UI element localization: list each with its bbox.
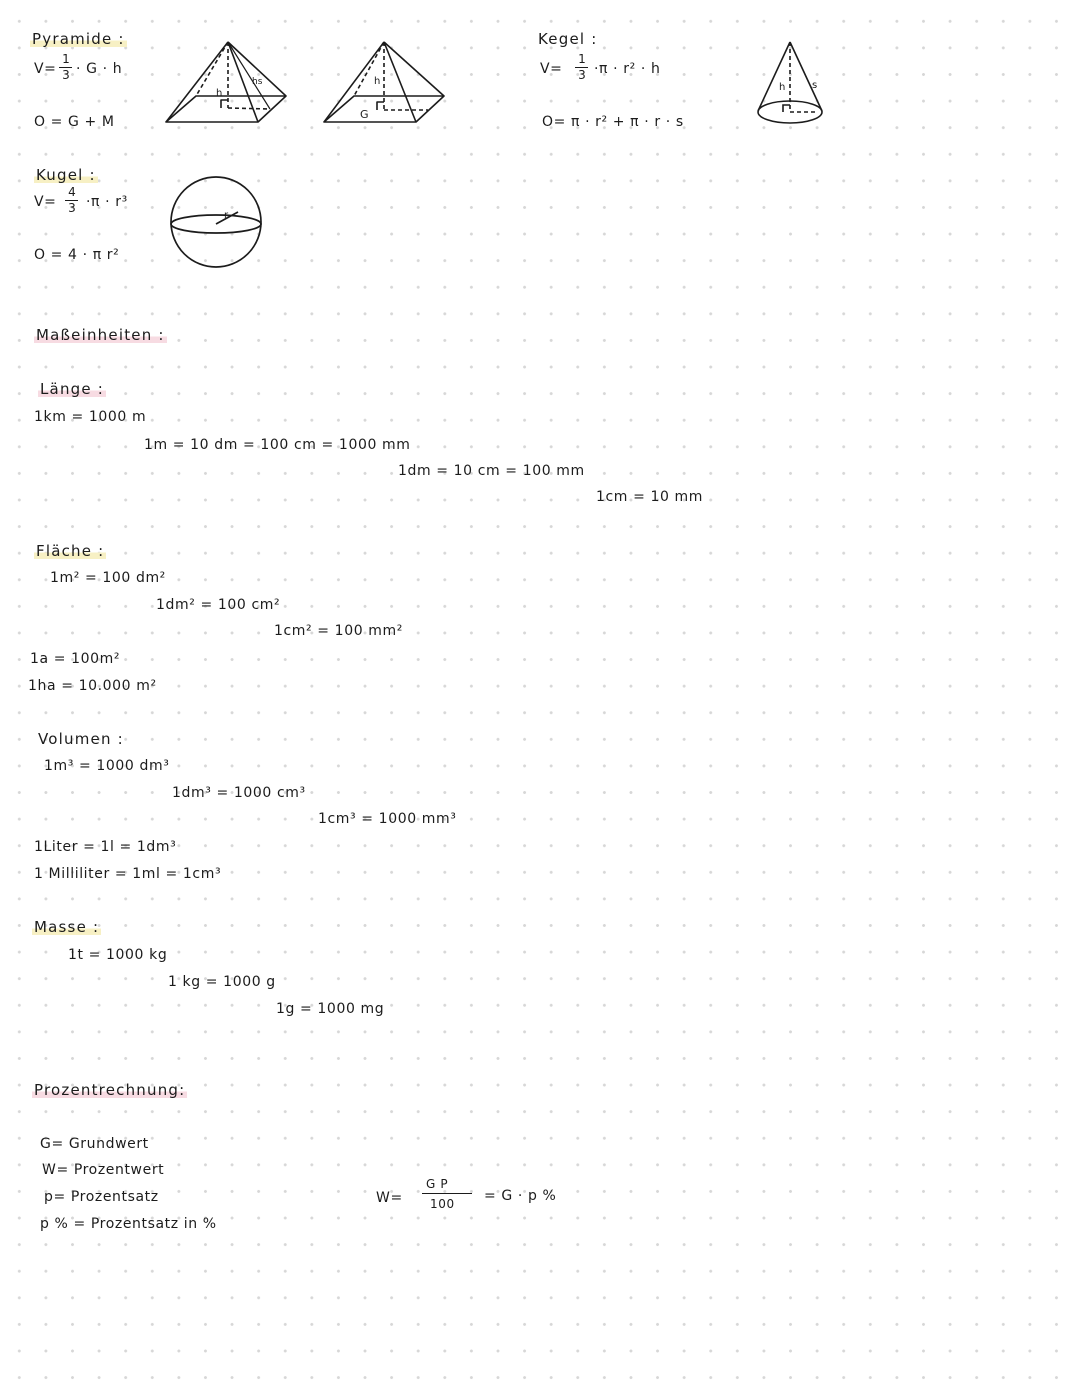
pyramid-volume-prefix: V= [34, 61, 57, 77]
sphere-frac-den: 3 [68, 201, 76, 215]
area-row-4: 1a = 100m² [30, 651, 121, 667]
sphere-frac-num: 4 [68, 185, 76, 199]
volume-heading: Volumen : [38, 730, 124, 748]
area-heading: Fläche : [36, 542, 105, 560]
cone-frac-den: 3 [578, 68, 586, 82]
area-row-2: 1dm² = 100 cm² [156, 597, 281, 613]
cone-label-s: s [812, 80, 818, 91]
percent-def-g: G= Grundwert [40, 1136, 149, 1152]
volume-row-1: 1m³ = 1000 dm³ [44, 758, 170, 774]
pyramid-volume-rest: · G · h [76, 61, 123, 77]
pyramid-figure-2 [316, 36, 450, 128]
sphere-volume-prefix: V= [34, 194, 57, 210]
sphere-figure [166, 174, 266, 270]
mass-row-1: 1t = 1000 kg [68, 947, 168, 963]
mass-row-2: 1 kg = 1000 g [168, 974, 276, 990]
volume-row-5: 1 Milliliter = 1ml = 1cm³ [34, 866, 222, 882]
units-heading: Maßeinheiten : [36, 326, 165, 344]
length-row-1: 1km = 1000 m [34, 409, 147, 425]
length-row-4: 1cm = 10 mm [596, 489, 704, 505]
sphere-volume-rest: ·π · r³ [86, 194, 128, 210]
percent-formula-den: 100 [430, 1197, 455, 1211]
percent-heading: Prozentrechnung: [34, 1081, 186, 1099]
volume-row-3: 1cm³ = 1000 mm³ [318, 811, 457, 827]
sphere-label-r: r [224, 210, 229, 221]
pyramid-heading: Pyramide : [32, 30, 125, 48]
volume-row-2: 1dm³ = 1000 cm³ [172, 785, 306, 801]
percent-formula-bar [422, 1193, 472, 1194]
area-row-1: 1m² = 100 dm² [50, 570, 166, 586]
cone-volume-rest: ·π · r² · h [594, 61, 661, 77]
cone-heading: Kegel : [538, 30, 598, 48]
pyramid-frac-num: 1 [62, 52, 70, 66]
length-row-3: 1dm = 10 cm = 100 mm [398, 463, 585, 479]
sphere-surface: O = 4 · π r² [34, 247, 120, 263]
pyramid-label-h2: h [374, 76, 381, 87]
volume-row-4: 1Liter = 1l = 1dm³ [34, 839, 177, 855]
area-row-3: 1cm² = 100 mm² [274, 623, 403, 639]
pyramid-label-hs: hs [252, 77, 263, 87]
cone-frac-num: 1 [578, 52, 586, 66]
length-row-2: 1m = 10 dm = 100 cm = 1000 mm [144, 437, 411, 453]
percent-def-w: W= Prozentwert [42, 1162, 165, 1178]
length-heading: Länge : [40, 380, 105, 398]
percent-def-p: p= Prozentsatz [44, 1189, 159, 1205]
cone-volume-prefix: V= [540, 61, 563, 77]
sphere-heading: Kugel : [36, 166, 96, 184]
cone-surface: O= π · r² + π · r · s [542, 114, 684, 130]
percent-def-p-percent: p % = Prozentsatz in % [40, 1216, 217, 1232]
mass-row-3: 1g = 1000 mg [276, 1001, 385, 1017]
percent-formula-num: G P [426, 1177, 449, 1191]
pyramid-label-h: h [216, 88, 223, 99]
percent-formula-prefix: W= [376, 1190, 403, 1206]
pyramid-surface: O = G + M [34, 114, 115, 130]
pyramid-label-g: G [360, 108, 369, 121]
pyramid-frac-den: 3 [62, 68, 70, 82]
pyramid-figure-1 [158, 36, 292, 128]
percent-formula-rest: = G · p % [484, 1188, 557, 1204]
mass-heading: Masse : [34, 918, 100, 936]
cone-figure [752, 38, 832, 128]
cone-label-h: h [779, 82, 786, 93]
area-row-5: 1ha = 10.000 m² [28, 678, 157, 694]
